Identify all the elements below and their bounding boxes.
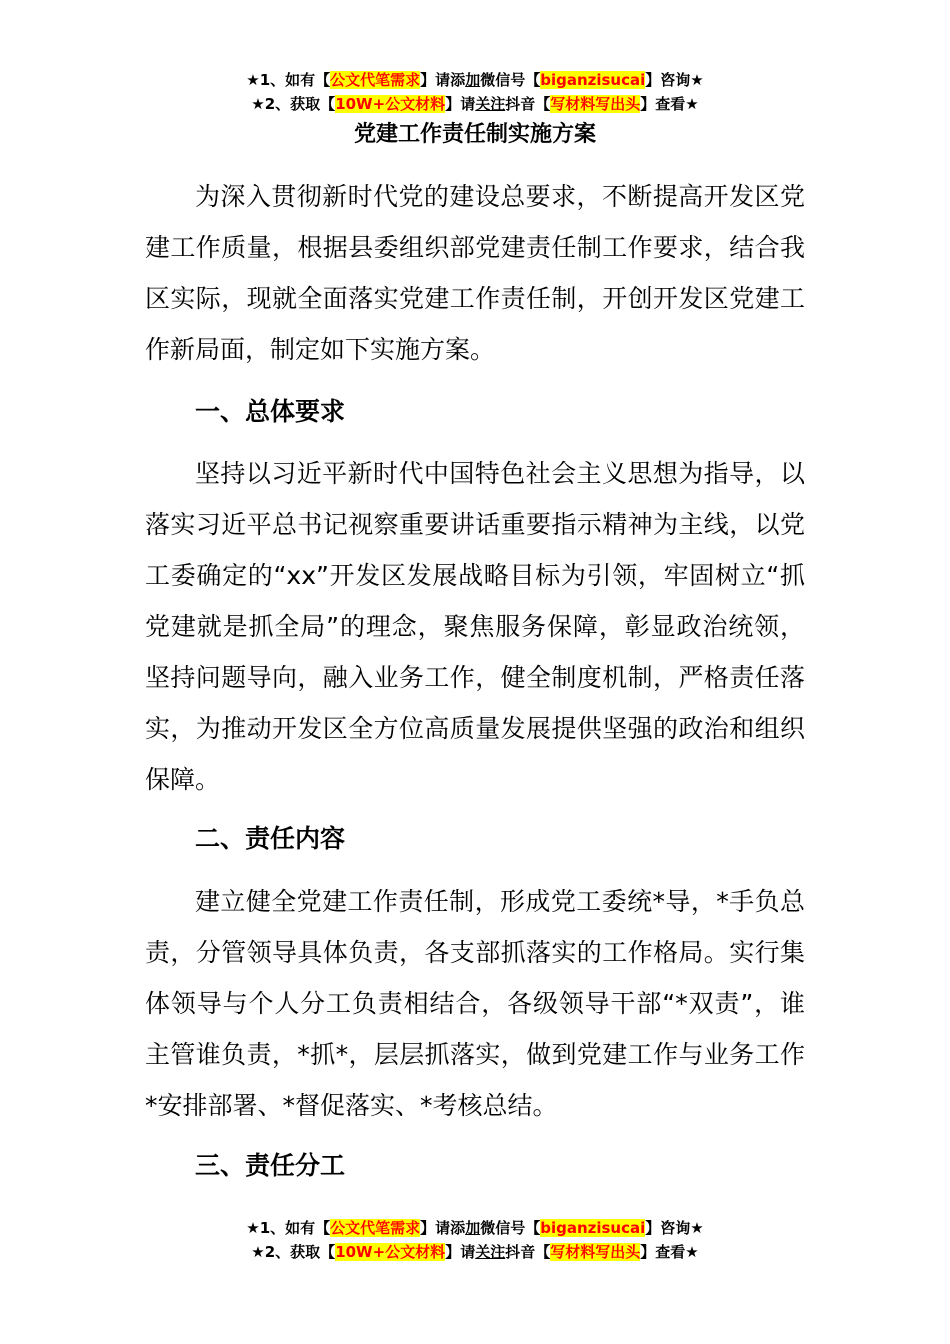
highlight-text: 10W+公文材料 <box>335 95 446 113</box>
promo-line-2: ★2、获取【10W+公文材料】请关注抖音【写材料写出头】查看★ <box>251 95 699 113</box>
overall-requirements-paragraph: 坚持以习近平新时代中国特色社会主义思想为指导，以落实习近平总书记视察重要讲话重要指示精神为主线，以党工委确定的“xx”开发区发展战略目标为引领，牢固树立“抓党建就是抓全局”的理念，聚焦服务保障，彰显政治统领，坚持问题导向，融入业务工作，健全制度机制，严格责任落实，为推动开发区全方位高质量发展提供坚强的政治和组织保障。 <box>145 459 805 794</box>
section-heading-responsibility-content: 二、责任内容 <box>195 824 346 853</box>
section-heading-overall-requirements: 一、总体要求 <box>195 397 346 426</box>
responsibility-content-paragraph: 建立健全党建工作责任制，形成党工委统*导，*手负总责，分管领导具体负责，各支部抓落实的工作格局。实行集体领导与个人分工负责相结合，各级领导干部“*双责”，谁主管谁负责，*抓*，层层抓落实，做到党建工作与业务工作*安排部署、*督促落实、*考核总结。 <box>145 887 805 1120</box>
highlight-text: 公文代笔需求 <box>330 1219 421 1237</box>
wechat-id-highlight: biganzisucai <box>540 1219 646 1237</box>
wechat-id-highlight: biganzisucai <box>540 71 646 89</box>
douyin-id-highlight: 写材料写出头 <box>550 95 641 113</box>
douyin-id-highlight: 写材料写出头 <box>550 1243 641 1261</box>
document-title: 党建工作责任制实施方案 <box>353 122 596 147</box>
highlight-text: 公文代笔需求 <box>330 71 421 89</box>
promo-line-2: ★2、获取【10W+公文材料】请关注抖音【写材料写出头】查看★ <box>251 1243 699 1261</box>
highlight-text: 10W+公文材料 <box>335 1243 446 1261</box>
promo-line-1: ★1、如有【公文代笔需求】请添加微信号【biganzisucai】咨询★ <box>246 71 704 89</box>
promo-banner-bottom <box>0 1216 950 1264</box>
intro-paragraph: 为深入贯彻新时代党的建设总要求，不断提高开发区党建工作质量，根据县委组织部党建责任制工作要求，结合我区实际，现就全面落实党建工作责任制，开创开发区党建工作新局面，制定如下实施方案。 <box>145 182 805 364</box>
promo-banner-top <box>0 68 950 116</box>
section-heading-responsibility-division: 三、责任分工 <box>195 1151 346 1180</box>
promo-line-1: ★1、如有【公文代笔需求】请添加微信号【biganzisucai】咨询★ <box>246 1219 704 1237</box>
